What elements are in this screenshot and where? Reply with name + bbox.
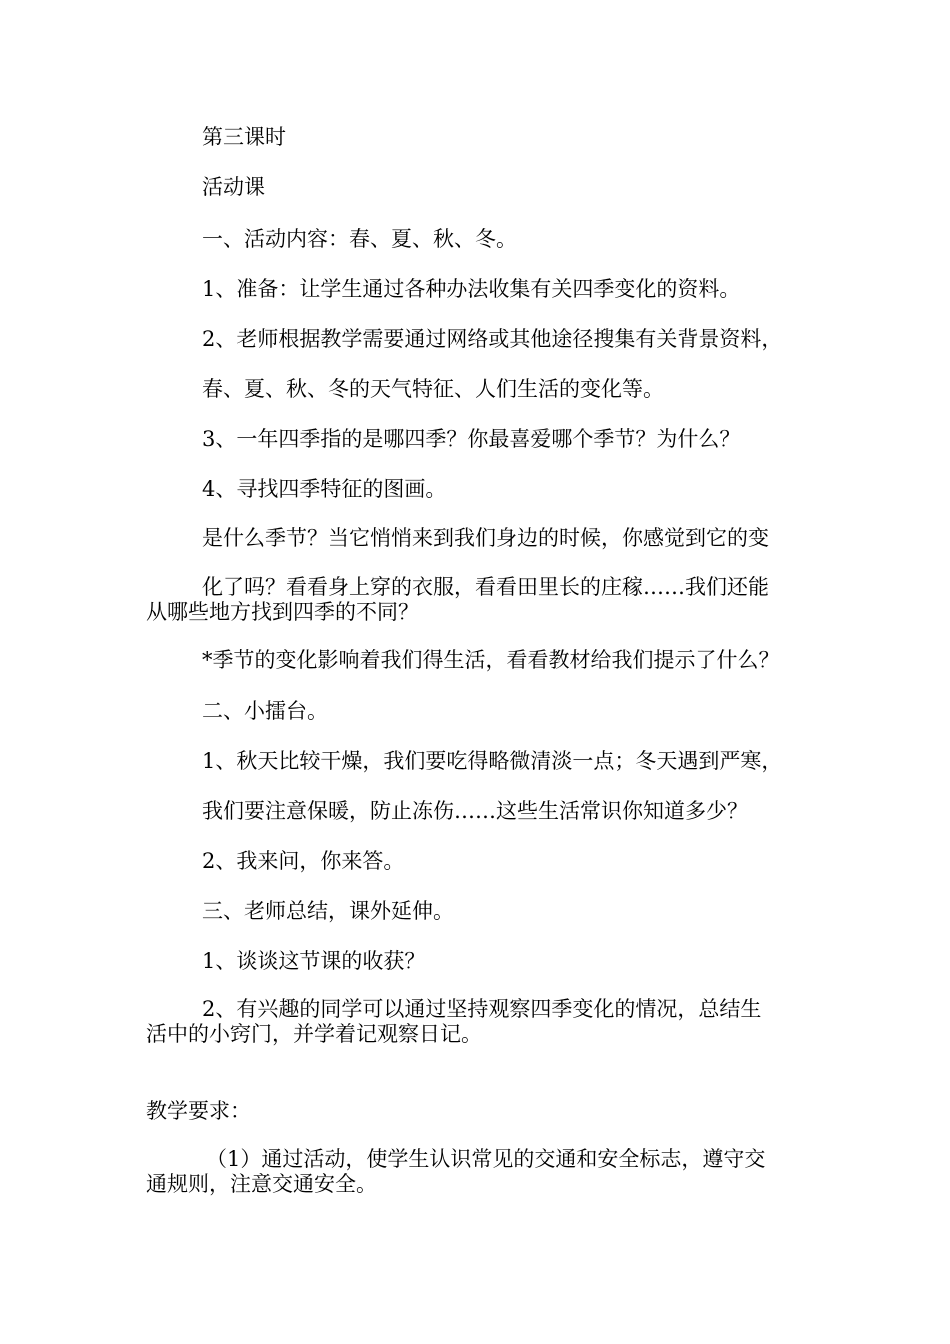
paragraph-requirement-1: [146, 1147, 765, 1197]
paragraph-what-season: 是什么季节？当它悄悄来到我们身边的时候，你感觉到它的变: [202, 526, 769, 550]
paragraph-season-features: 春、夏、秋、冬的天气特征、人们生活的变化等。: [202, 377, 664, 401]
paragraph-season-influence: *季节的变化影响着我们得生活，看看教材给我们提示了什么？: [202, 648, 780, 672]
paragraph-teacher-materials: 2、老师根据教学需要通过网络或其他途径搜集有关背景资料，: [202, 327, 783, 351]
paragraph-ask-answer: 2、我来问，你来答。: [202, 849, 405, 873]
paragraph-change-line-1: 化了吗？看看身上穿的衣服，看看田里长的庄稼……我们还能: [202, 575, 769, 599]
lesson-period-title: 第三课时: [202, 125, 286, 149]
paragraph-question-seasons: 3、一年四季指的是哪四季？你最喜爱哪个季节？为什么？: [202, 427, 741, 451]
requirements-heading: 教学要求：: [146, 1099, 251, 1123]
paragraph-requirement-1-line-2: 通规则，注意交通安全。: [146, 1172, 377, 1196]
paragraph-harvest: 1、谈谈这节课的收获？: [202, 949, 426, 973]
paragraph-interest-line-1: 2、有兴趣的同学可以通过坚持观察四季变化的情况，总结生: [202, 997, 762, 1021]
paragraph-autumn-winter: 1、秋天比较干燥，我们要吃得略微清淡一点；冬天遇到严寒，: [202, 749, 783, 773]
paragraph-find-pictures: 4、寻找四季特征的图画。: [202, 477, 447, 501]
paragraph-change: [146, 575, 769, 625]
section-heading-2: 二、小擂台。: [202, 699, 328, 723]
paragraph-interest: [146, 997, 761, 1047]
section-heading-1: 一、活动内容：春、夏、秋、冬。: [202, 227, 517, 251]
section-heading-3: 三、老师总结，课外延伸。: [202, 899, 454, 923]
paragraph-prepare: 1、准备：让学生通过各种办法收集有关四季变化的资料。: [202, 277, 741, 301]
paragraph-keep-warm: 我们要注意保暖，防止冻伤……这些生活常识你知道多少？: [202, 799, 748, 823]
lesson-type: 活动课: [202, 175, 265, 199]
paragraph-change-line-2: 从哪些地方找到四季的不同？: [146, 600, 419, 624]
paragraph-interest-line-2: 活中的小窍门，并学着记观察日记。: [146, 1022, 482, 1046]
paragraph-requirement-1-line-1: （1）通过活动，使学生认识常见的交通和安全标志，遵守交: [206, 1147, 766, 1171]
